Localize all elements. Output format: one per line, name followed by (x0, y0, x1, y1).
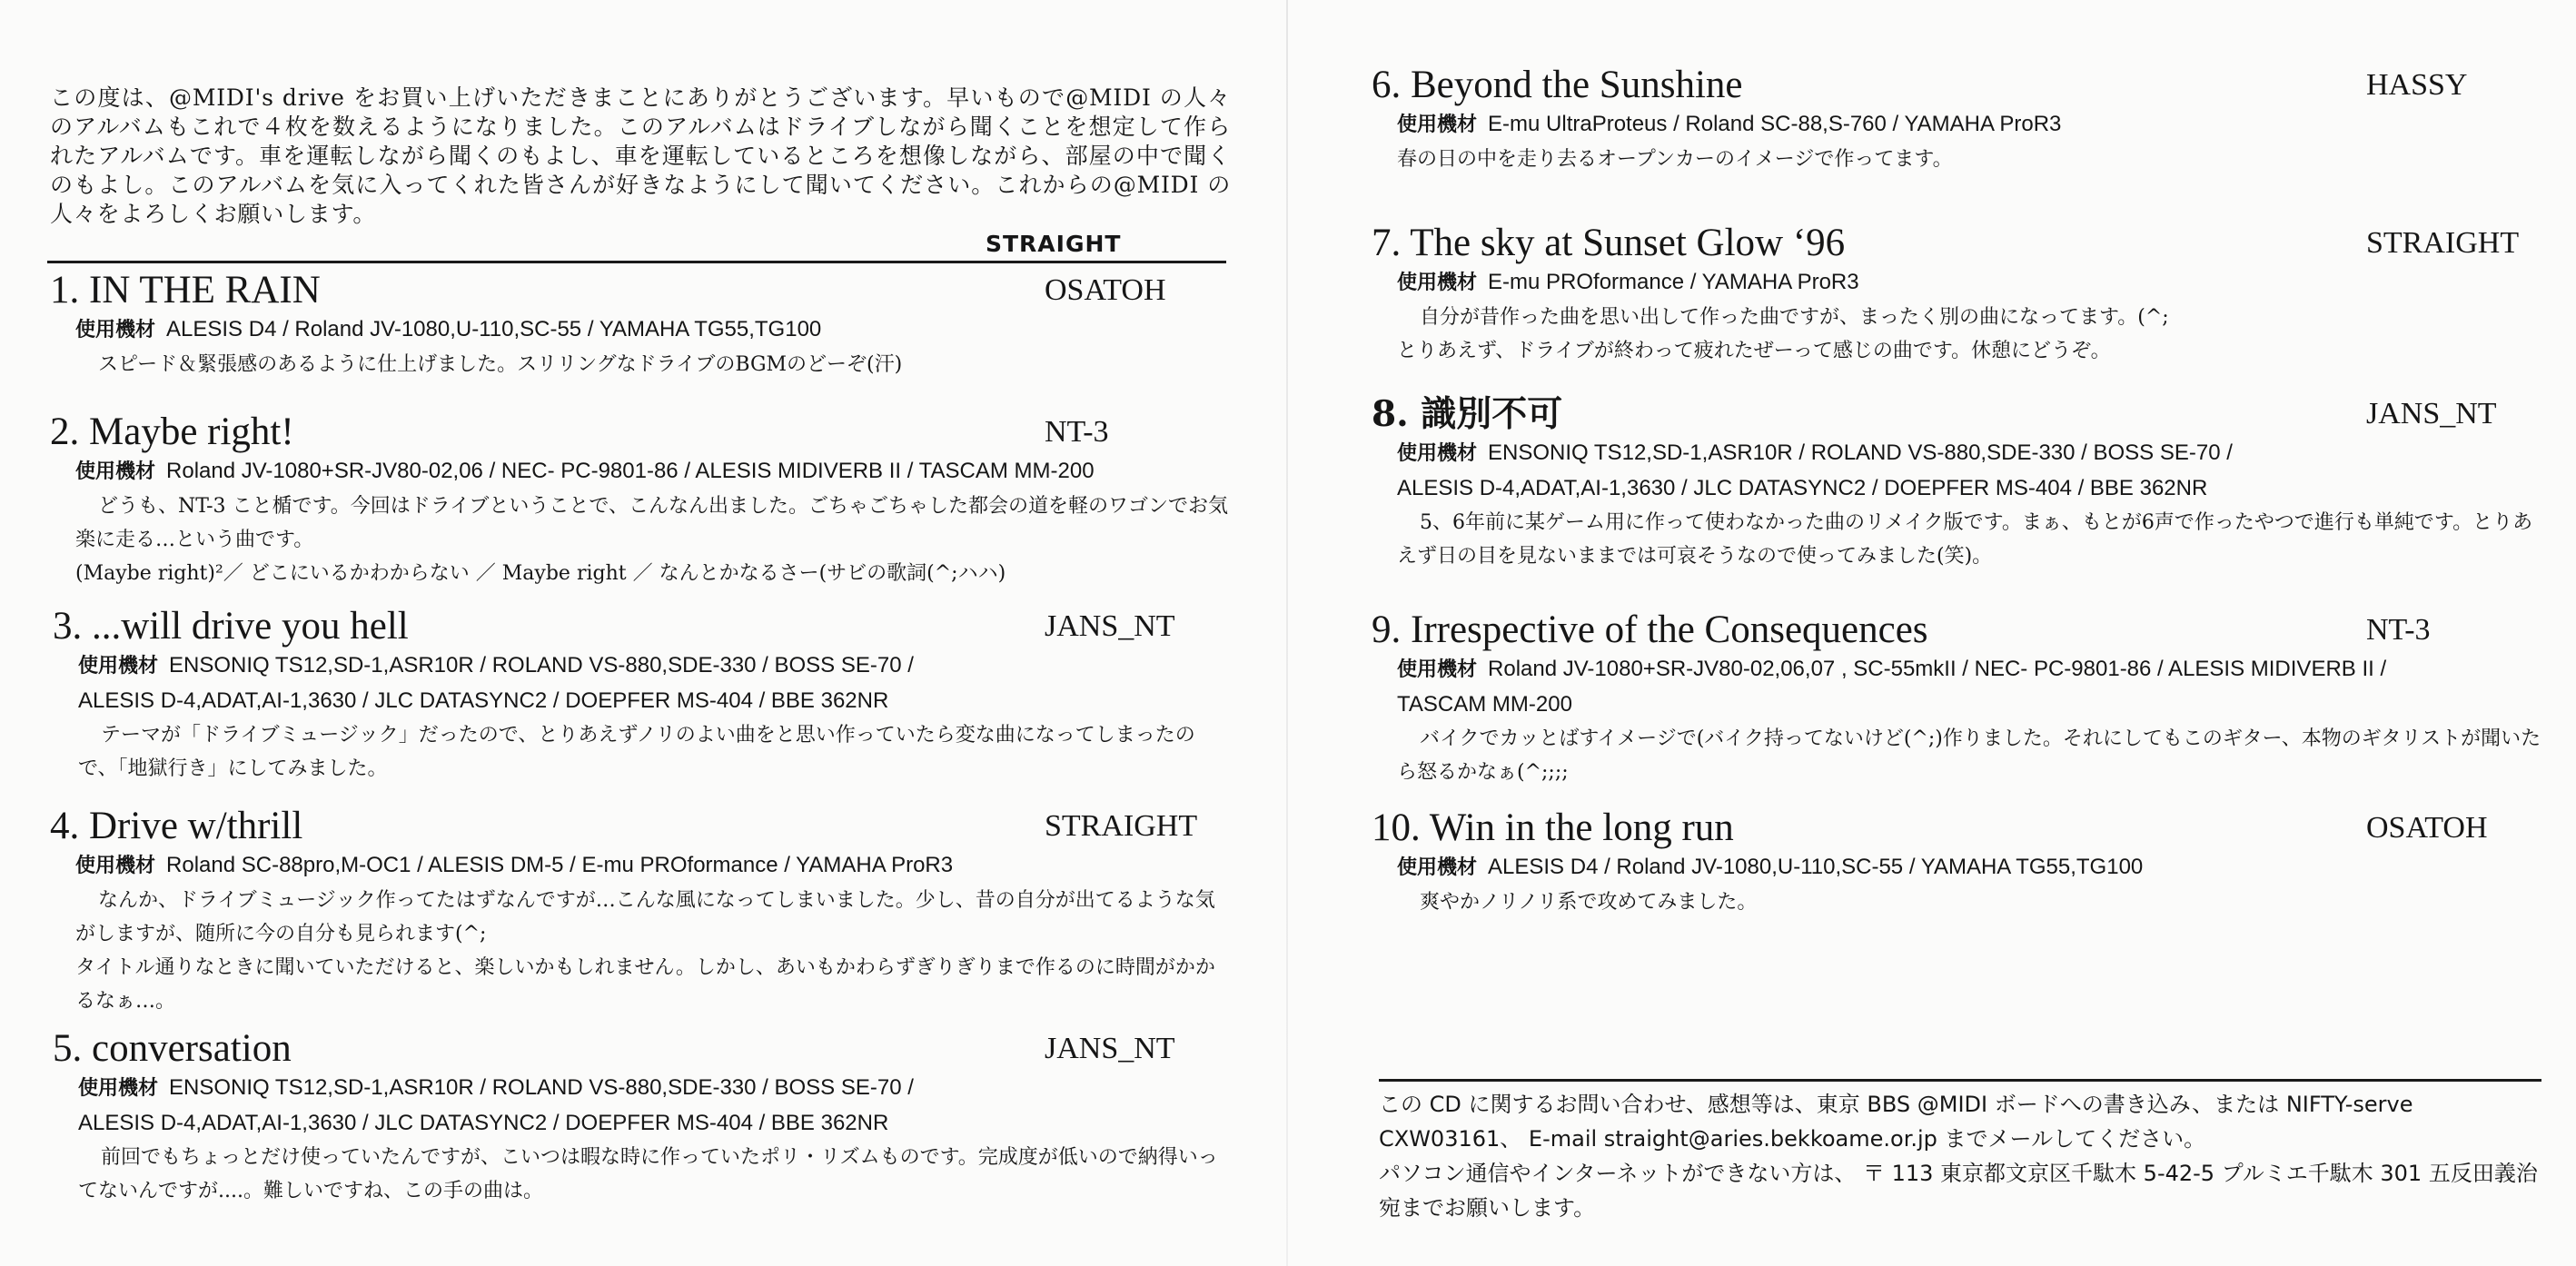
equipment-list: Roland JV-1080+SR-JV80-02,06 / NEC- PC-9801-86 / ALESIS MIDIVERB II / TASCAM MM-200 (166, 459, 1095, 483)
track-description: 春の日の中を走り去るオープンカーのイメージで作ってます。 (1397, 148, 1953, 171)
track-description: 前回でもちょっとだけ使っていたんですが、こいつは暇な時に作っていたポリ・リズムものです。完成度が低いので納得いってないんですが....。難しいですね、この手の曲は。 (78, 1146, 1218, 1202)
equipment-label: 使用機材 (75, 460, 156, 483)
track-description: 自分が昔作った曲を思い出して作った曲ですが、まったく別の曲になってます。(^; とりあえず、ドライブが終わって疲れたぜーって感じの曲です。休憩にどうぞ。 (1397, 306, 2169, 362)
equipment-label: 使用機材 (1397, 114, 1478, 136)
equipment-label: 使用機材 (75, 319, 156, 341)
right-page (1288, 0, 2576, 1266)
track-title: 5. conversation (53, 1027, 292, 1070)
track-2 (50, 410, 1231, 590)
track-artist: NT-3 (1045, 415, 1109, 449)
track-equipment (75, 454, 1231, 490)
intro-divider (47, 261, 1226, 263)
equipment-list: ENSONIQ TS12,SD-1,ASR10R / ROLAND VS-880,SDE-330 / BOSS SE-70 / ALESIS D-4,ADAT,AI-1,3630 / JLC DATASYNC2 / DOEPFER MS-404 / BBE 362NR (78, 1075, 914, 1135)
track-title: 6. Beyond the Sunshine (1372, 64, 1743, 106)
intro-signature: STRAIGHT (986, 231, 1122, 257)
track-description: 5、6年前に某ゲーム用に作って使わなかった曲のリメイク版です。まぁ、もとが6声で作ったやつで進行も単純です。とりあえず日の目を見ないままでは可哀そうなので使ってみました(笑)。 (1397, 511, 2533, 568)
contact-block (1379, 1079, 2541, 1225)
equipment-list: Roland JV-1080+SR-JV80-02,06,07 , SC-55mkII / NEC- PC-9801-86 / ALESIS MIDIVERB II / TASCAM MM-200 (1397, 657, 2387, 717)
track-4 (50, 805, 1231, 1018)
intro-text: この度は、@MIDI's drive をお買い上げいただきまことにありがとうございます。早いもので@MIDI の人々のアルバムもこれで４枚を数えるようになりました。このアルバムはドライブしながら聞くことを想定して作られたアルバムです。車を運転しながら聞くのもよし、車を運転しているところを想像しながら、部屋の中で聞くのもよし。このアルバムを気に入ってくれた皆さんが好きなようにして聞いてください。これからの@MIDI の人々をよろしくお願いします。 (50, 84, 1231, 227)
track-artist: STRAIGHT (2366, 226, 2520, 260)
track-title: 7. The sky at Sunset Glow ‘96 (1372, 222, 1846, 264)
track-artist: OSATOH (2366, 811, 2488, 845)
equipment-list: Roland SC-88pro,M-OC1 / ALESIS DM-5 / E-mu PROformance / YAMAHA ProR3 (166, 853, 954, 877)
equipment-label: 使用機材 (78, 655, 159, 678)
track-6 (1372, 64, 2543, 176)
equipment-list: ALESIS D4 / Roland JV-1080,U-110,SC-55 / YAMAHA TG55,TG100 (166, 317, 822, 341)
track-9 (1372, 608, 2543, 789)
track-10 (1372, 806, 2543, 919)
track-title: 1. IN THE RAIN (50, 269, 321, 312)
track-equipment (1397, 265, 2543, 301)
equipment-list: E-mu UltraProteus / Roland SC-88,S-760 / YAMAHA ProR3 (1488, 112, 2062, 136)
track-artist: JANS_NT (1045, 1032, 1175, 1065)
track-title: 3. ...will drive you hell (53, 605, 409, 648)
track-description: なんか、ドライブミュージック作ってたはずなんですが…こんな風になってしまいました。少し、昔の自分が出てるような気がしますが、随所に今の自分も見られます(^; タイトル通りなときに聞いていただけると、楽しいかもしれません。しかし、あいもかわらずぎりぎりまで作るのに時間がかかるなぁ…。 (75, 889, 1215, 1013)
track-artist: HASSY (2366, 68, 2468, 102)
track-7 (1372, 222, 2543, 368)
track-title: 4. Drive w/thrill (50, 805, 303, 847)
track-equipment (1397, 652, 2543, 722)
contact-text: この CD に関するお問い合わせ、感想等は、東京 BBS @MIDI ボードへの書き込み、または NIFTY-serve CXW03161、 E-mail straight@aries.bekkoame.or.jp までメールしてください。 パソコン通信やインターネットができない方は、 〒 113 東京都文京区千駄木 5-42-5 プルミエ千駄木 301 五反田義治宛までお願いします。 (1379, 1092, 2538, 1221)
equipment-label: 使用機材 (78, 1077, 159, 1100)
track-artist: JANS_NT (2366, 397, 2497, 430)
equipment-label: 使用機材 (1397, 272, 1478, 294)
equipment-list: ENSONIQ TS12,SD-1,ASR10R / ROLAND VS-880,SDE-330 / BOSS SE-70 / ALESIS D-4,ADAT,AI-1,3630 / JLC DATASYNC2 / DOEPFER MS-404 / BBE 362NR (1397, 440, 2233, 500)
track-title: 8. 識別不可 (1372, 393, 1563, 435)
track-equipment (75, 312, 1231, 348)
track-title: 10. Win in the long run (1372, 806, 1734, 849)
track-equipment (78, 648, 1231, 718)
track-5 (53, 1027, 1231, 1208)
track-equipment (78, 1071, 1231, 1141)
equipment-label: 使用機材 (1397, 658, 1478, 681)
track-artist: NT-3 (2366, 613, 2431, 647)
track-description: スピード＆緊張感のあるように仕上げました。スリリングなドライブのBGMのどーぞ(汗) (98, 353, 903, 376)
track-description: 爽やかノリノリ系で攻めてみました。 (1420, 891, 1758, 914)
equipment-list: ALESIS D4 / Roland JV-1080,U-110,SC-55 / YAMAHA TG55,TG100 (1488, 855, 2144, 879)
track-equipment (1397, 107, 2543, 143)
track-equipment (75, 848, 1231, 884)
contact-divider (1379, 1079, 2541, 1082)
track-description: バイクでカッとばすイメージで(バイク持ってないけど(^;)作りました。それにしてもこのギター、本物のギタリストが聞いたら怒るかなぁ(^;;;; (1397, 727, 2541, 784)
track-artist: JANS_NT (1045, 609, 1175, 643)
track-8 (1372, 392, 2543, 573)
track-description: テーマが「ドライブミュージック」だったので、とりあえずノリのよい曲をと思い作っていたら変な曲になってしまったので、「地獄行き」にしてみました。 (78, 724, 1195, 780)
track-artist: STRAIGHT (1045, 809, 1198, 843)
equipment-list: ENSONIQ TS12,SD-1,ASR10R / ROLAND VS-880,SDE-330 / BOSS SE-70 / ALESIS D-4,ADAT,AI-1,3630 / JLC DATASYNC2 / DOEPFER MS-404 / BBE 362NR (78, 653, 914, 713)
intro-block (50, 84, 1231, 229)
track-title: 9. Irrespective of the Consequences (1372, 608, 1928, 651)
track-artist: OSATOH (1045, 273, 1166, 307)
track-equipment (1397, 850, 2543, 885)
equipment-label: 使用機材 (75, 855, 156, 877)
track-1 (50, 269, 1231, 381)
track-equipment (1397, 436, 2543, 506)
track-title: 2. Maybe right! (50, 410, 294, 453)
equipment-label: 使用機材 (1397, 856, 1478, 879)
track-description: どうも、NT-3 こと楯です。今回はドライブということで、こんなん出ました。ごちゃごちゃした都会の道を軽のワゴンでお気楽に走る…という曲です。 (Maybe right)²／ どこにいるかわからない ／ Maybe right ／ なんとかなるさー(サビの歌詞(^;ハハ) (75, 495, 1228, 585)
equipment-label: 使用機材 (1397, 442, 1478, 465)
track-3 (53, 605, 1231, 786)
equipment-list: E-mu PROformance / YAMAHA ProR3 (1488, 270, 1859, 294)
